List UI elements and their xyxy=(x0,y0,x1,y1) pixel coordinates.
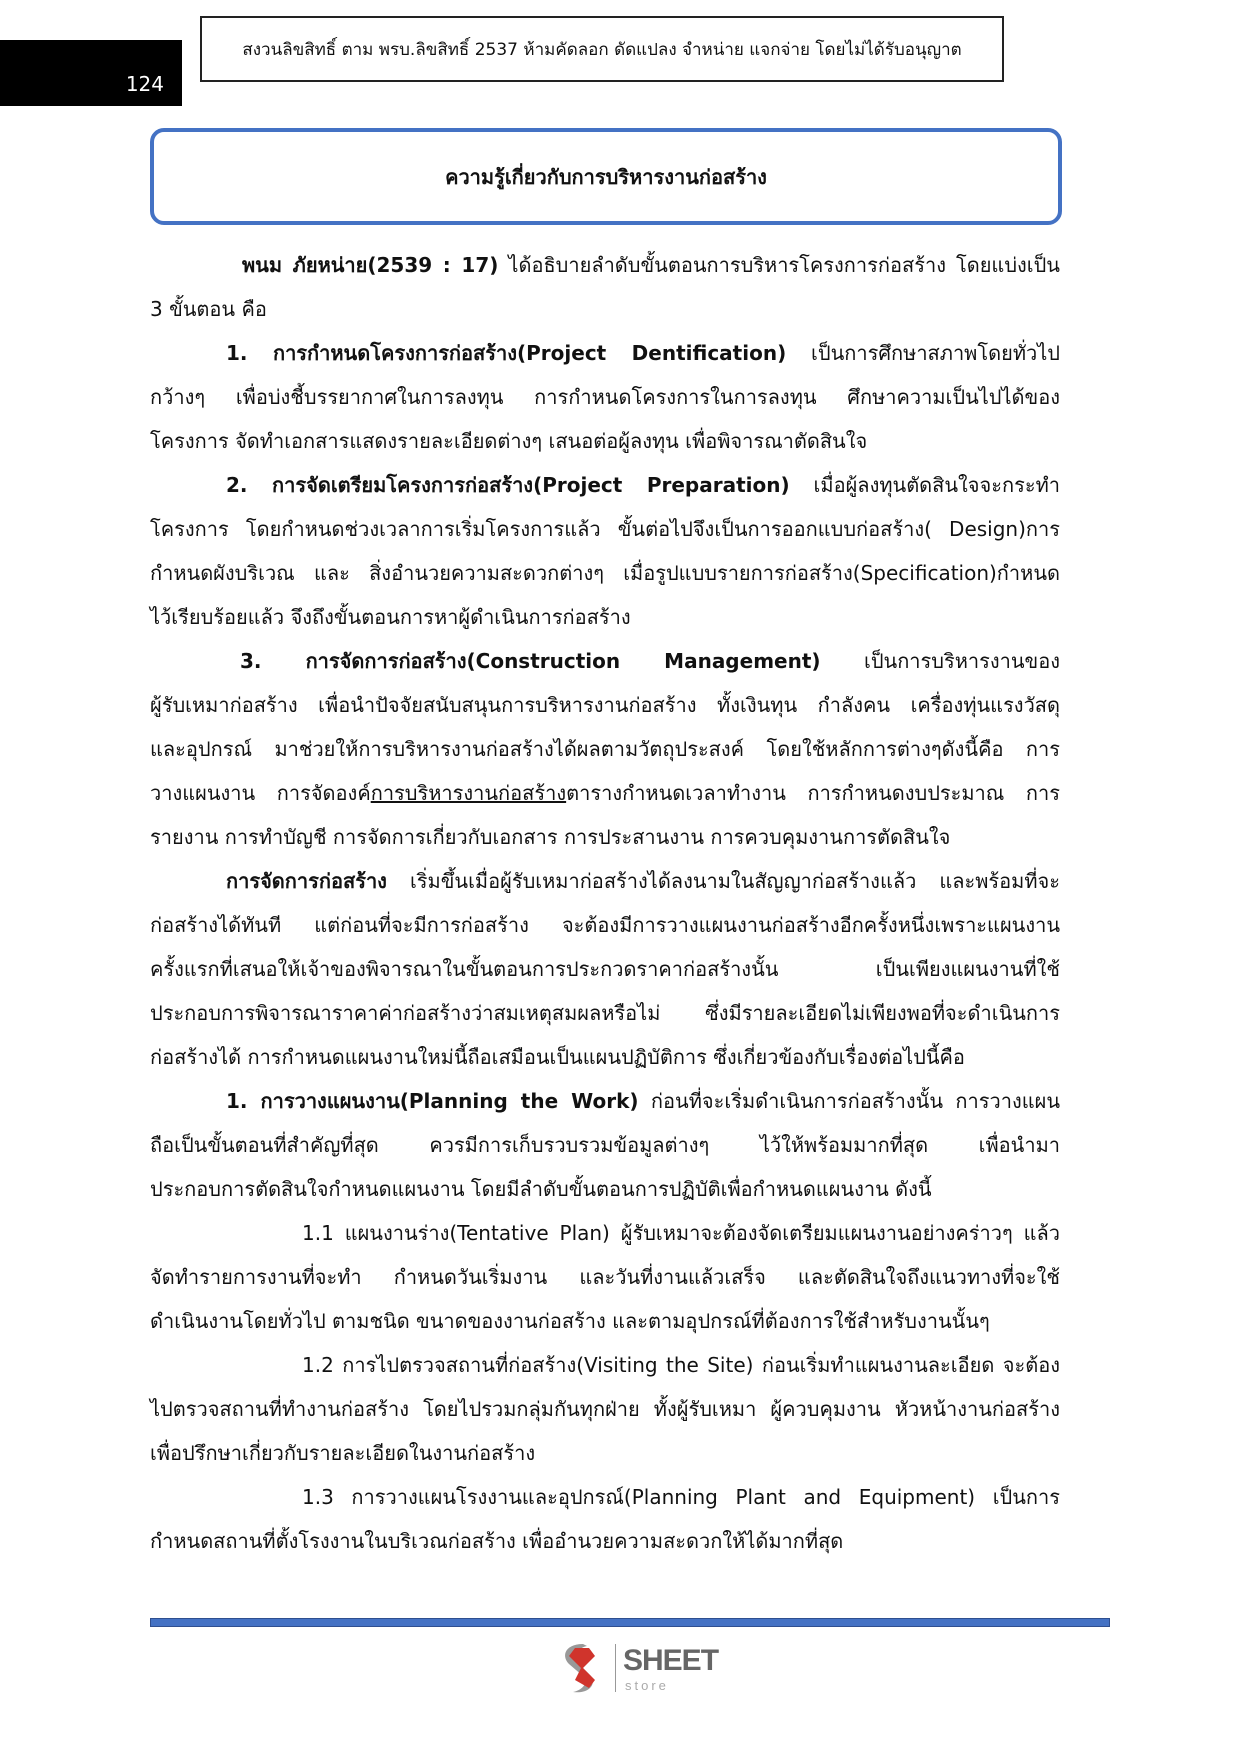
text-line xyxy=(150,243,1060,287)
text-line xyxy=(150,375,1060,419)
bold-text: 2. การจัดเตรียมโครงการก่อสร้าง(Project Preparation) xyxy=(226,473,790,497)
text-segment: เมื่อผู้ลงทุนตัดสินใจจะกระทำ xyxy=(789,473,1060,497)
text-segment: โครงการ จัดทำเอกสารแสดงรายละเอียดต่างๆ เสนอต่อผู้ลงทุน เพื่อพิจารณาตัดสินใจ xyxy=(150,429,868,453)
bold-text: 1. การกำหนดโครงการก่อสร้าง(Project Dentification) xyxy=(226,341,787,365)
text-line xyxy=(150,1255,1060,1299)
text-segment: วางแผนงาน การจัดองค์ xyxy=(150,781,371,805)
text-segment: ผู้รับเหมาก่อสร้าง เพื่อนำปัจจัยสนับสนุนการบริหารงานก่อสร้าง ทั้งเงินทุน กำลังคน เครื่องทุ่นแรงวัสดุ xyxy=(150,693,1060,717)
text-line xyxy=(150,1211,1060,1255)
text-segment: ถือเป็นขั้นตอนที่สำคัญที่สุด ควรมีการเก็บรวบรวมข้อมูลต่างๆ ไว้ให้พร้อมมากที่สุด เพื่อนำมา xyxy=(150,1133,1060,1157)
text-segment: ก่อนที่จะเริ่มดำเนินการก่อสร้างนั้น การวางแผน xyxy=(638,1089,1060,1113)
copyright-notice: สงวนลิขสิทธิ์ ตาม พรบ.ลิขสิทธิ์ 2537 ห้ามคัดลอก ดัดแปลง จำหน่าย แจกจ่าย โดยไม่ได้รับอนุญาต xyxy=(242,39,962,60)
text-line xyxy=(150,1475,1060,1519)
text-segment: ก่อสร้างได้ทันที แต่ก่อนที่จะมีการก่อสร้าง จะต้องมีการวางแผนงานก่อสร้างอีกครั้งหนึ่งเพราะแผนงาน xyxy=(150,913,1060,937)
text-line xyxy=(150,1299,1060,1343)
text-line xyxy=(150,727,1060,771)
text-segment: 1.3 การวางแผนโรงงานและอุปกรณ์(Planning Plant and Equipment) เป็นการ xyxy=(302,1485,1060,1509)
bold-text: พนม ภัยหน่าย(2539 : 17) xyxy=(242,253,499,277)
text-segment: ประกอบการพิจารณาราคาค่าก่อสร้างว่าสมเหตุสมผลหรือไม่ ซึ่งมีรายละเอียดไม่เพียงพอที่จะดำเนินการ xyxy=(150,1001,1060,1025)
bold-text: การจัดการก่อสร้าง xyxy=(226,869,387,893)
text-line xyxy=(150,1123,1060,1167)
text-segment: กว้างๆ เพื่อบ่งชี้บรรยากาศในการลงทุน การกำหนดโครงการในการลงทุน ศึกษาความเป็นไปได้ของ xyxy=(150,385,1060,409)
text-line xyxy=(150,947,1060,991)
underlined-text: การบริหารงานก่อสร้าง xyxy=(370,781,567,805)
logo-divider xyxy=(615,1644,616,1692)
text-line xyxy=(150,595,1060,639)
text-segment: 1.2 การไปตรวจสถานที่ก่อสร้าง(Visiting the Site) ก่อนเริ่มทำแผนงานละเอียด จะต้อง xyxy=(302,1353,1060,1377)
text-segment: ประกอบการตัดสินใจกำหนดแผนงาน โดยมีลำดับขั้นตอนการปฏิบัติเพื่อกำหนดแผนงาน ดังนี้ xyxy=(150,1177,932,1201)
text-segment: โครงการ โดยกำหนดช่วงเวลาการเริ่มโครงการแล้ว ขั้นต่อไปจึงเป็นการออกแบบก่อสร้าง( Design)การ xyxy=(150,517,1060,541)
text-segment: กำหนดผังบริเวณ และ สิ่งอำนวยความสะดวกต่างๆ เมื่อรูปแบบรายการก่อสร้าง(Specification)กำหนด xyxy=(150,561,1060,585)
text-line xyxy=(150,1167,1060,1211)
text-line xyxy=(150,507,1060,551)
sheet-store-logo-icon xyxy=(553,1640,611,1696)
text-line xyxy=(150,815,1060,859)
text-line xyxy=(150,1079,1060,1123)
text-line xyxy=(150,551,1060,595)
text-segment: เป็นการศึกษาสภาพโดยทั่วไป xyxy=(786,341,1060,365)
text-line xyxy=(150,639,1060,683)
text-segment: ไปตรวจสถานที่ทำงานก่อสร้าง โดยไปรวมกลุ่มกันทุกฝ่าย ทั้งผู้รับเหมา ผู้ควบคุมงาน หัวหน้างานก่อสร้าง xyxy=(150,1397,1060,1421)
text-segment: ไว้เรียบร้อยแล้ว จึงถึงขั้นตอนการหาผู้ดำเนินการก่อสร้าง xyxy=(150,605,631,629)
page-number-box xyxy=(0,40,182,106)
copyright-header xyxy=(200,16,1004,82)
text-line xyxy=(150,1519,1060,1563)
text-segment: กำหนดสถานที่ตั้งโรงงานในบริเวณก่อสร้าง เพื่ออำนวยความสะดวกให้ได้มากที่สุด xyxy=(150,1529,844,1553)
footer-divider xyxy=(150,1618,1110,1627)
text-segment: ดำเนินงานโดยทั่วไป ตามชนิด ขนาดของงานก่อสร้าง และตามอุปกรณ์ที่ต้องการใช้สำหรับงานนั้นๆ xyxy=(150,1309,990,1333)
text-segment: รายงาน การทำบัญชี การจัดการเกี่ยวกับเอกสาร การประสานงาน การควบคุมงานการตัดสินใจ xyxy=(150,825,951,849)
text-segment: จัดทำรายการงานที่จะทำ กำหนดวันเริ่มงาน และวันที่งานแล้วเสร็จ และตัดสินใจถึงแนวทางที่จะใช้ xyxy=(150,1265,1060,1289)
text-segment: เป็นการบริหารงานของ xyxy=(820,649,1060,673)
text-segment: เพื่อปรึกษาเกี่ยวกับรายละเอียดในงานก่อสร้าง xyxy=(150,1441,536,1465)
text-segment: ก่อสร้างได้ การกำหนดแผนงานใหม่นี้ถือเสมือนเป็นแผนปฏิบัติการ ซึ่งเกี่ยวข้องกับเรื่องต่อไปนี้คือ xyxy=(150,1045,965,1069)
logo-text: SHEET xyxy=(623,1644,719,1677)
text-segment: ครั้งแรกที่เสนอให้เจ้าของพิจารณาในขั้นตอนการประกวดราคาก่อสร้างนั้น เป็นเพียงแผนงานที่ใช้ xyxy=(150,957,1060,981)
text-line xyxy=(150,463,1060,507)
bold-text: 3. การจัดการก่อสร้าง(Construction Management) xyxy=(240,649,821,673)
text-line xyxy=(150,991,1060,1035)
text-line xyxy=(150,1035,1060,1079)
text-segment: เริ่มขึ้นเมื่อผู้รับเหมาก่อสร้างได้ลงนามในสัญญาก่อสร้างแล้ว และพร้อมที่จะ xyxy=(386,869,1060,893)
text-line xyxy=(150,771,1060,815)
logo-subtext: store xyxy=(625,1678,669,1693)
text-line xyxy=(150,859,1060,903)
sheet-store-logo xyxy=(553,1640,733,1696)
text-segment: 1.1 แผนงานร่าง(Tentative Plan) ผู้รับเหมาจะต้องจัดเตรียมแผนงานอย่างคร่าวๆ แล้ว xyxy=(302,1221,1060,1245)
bold-text: 1. การวางแผนงาน(Planning the Work) xyxy=(226,1089,639,1113)
text-line xyxy=(150,1343,1060,1387)
text-segment: 3 ขั้นตอน คือ xyxy=(150,297,267,321)
document-body xyxy=(150,243,1060,1563)
section-title-box xyxy=(150,128,1062,225)
text-line xyxy=(150,287,1060,331)
text-segment: ตารางกำหนดเวลาทำงาน การกำหนดงบประมาณ การ xyxy=(566,781,1060,805)
text-segment: ได้อธิบายลำดับขั้นตอนการบริหารโครงการก่อสร้าง โดยแบ่งเป็น xyxy=(498,253,1060,277)
page-number: 124 xyxy=(125,72,164,96)
text-line xyxy=(150,903,1060,947)
text-line xyxy=(150,419,1060,463)
text-segment: และอุปกรณ์ มาช่วยให้การบริหารงานก่อสร้างได้ผลตามวัตถุประสงค์ โดยใช้หลักการต่างๆดังนี้คือ การ xyxy=(150,737,1060,761)
text-line xyxy=(150,1387,1060,1431)
text-line xyxy=(150,1431,1060,1475)
text-line xyxy=(150,683,1060,727)
section-title: ความรู้เกี่ยวกับการบริหารงานก่อสร้าง xyxy=(445,164,767,189)
text-line xyxy=(150,331,1060,375)
